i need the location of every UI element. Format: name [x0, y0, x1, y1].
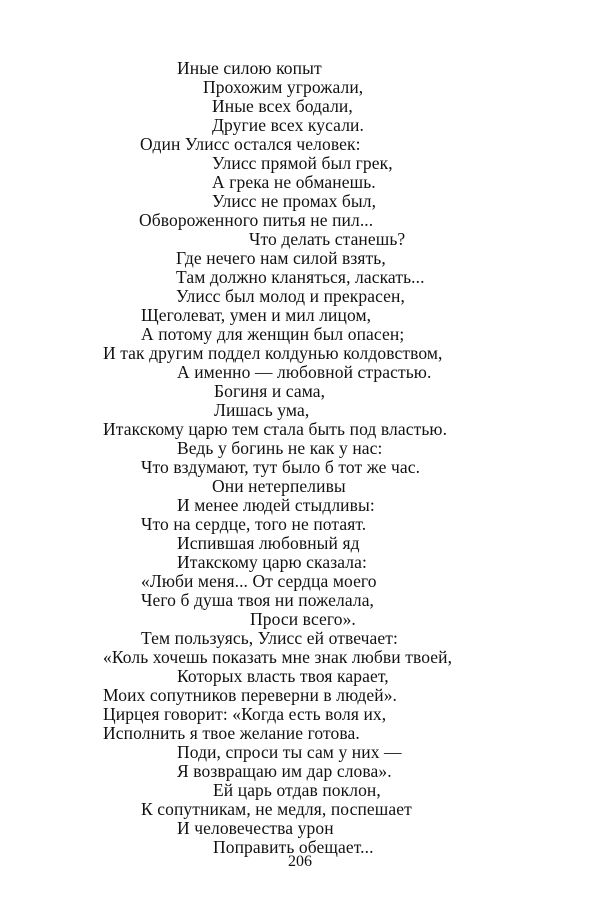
poem-line: И так другим поддел колдунью колдовством, — [103, 343, 443, 363]
poem-line: Тем пользуясь, Улисс ей отвечает: — [141, 628, 398, 648]
poem-line: Ведь у богинь не как у нас: — [177, 438, 383, 458]
poem-line: Исполнить я твое желание готова. — [103, 723, 360, 743]
poem-line: Что делать станешь? — [249, 229, 406, 249]
poem-line: Что вздумают, тут было б тот же час. — [141, 457, 421, 477]
poem-line: «Коль хочешь показать мне знак любви твоей, — [103, 647, 453, 667]
poem-line: Которых власть твоя карает, — [177, 666, 389, 686]
poem-line: Итакскому царю сказала: — [177, 552, 367, 572]
poem-line: Поди, спроси ты сам у них — — [177, 742, 402, 762]
poem-line: Чего б душа твоя ни пожелала, — [141, 590, 375, 610]
poem-line: Щеголеват, умен и мил лицом, — [141, 305, 372, 325]
poem-line: А потому для женщин был опасен; — [141, 324, 405, 344]
poem-line: Они нетерпеливы — [212, 476, 346, 496]
poem-line: Улисс был молод и прекрасен, — [176, 286, 405, 306]
poem-line: Улисс прямой был грек, — [212, 153, 393, 173]
poem-line: И менее людей стыдливы: — [177, 495, 375, 515]
poem-line: А грека не обманешь. — [212, 172, 376, 192]
poem-line: Лишась ума, — [214, 400, 310, 420]
poem-line: Что на сердце, того не потаят. — [141, 514, 367, 534]
poem-line: Иные силою копыт — [177, 58, 322, 78]
poem-line: Цирцея говорит: «Когда есть воля их, — [103, 704, 387, 724]
poem-line: Ей царь отдав поклон, — [213, 780, 381, 800]
poem-line: Я возвращаю им дар слова». — [177, 761, 392, 781]
poem-line: А именно — любовной страстью. — [177, 362, 432, 382]
poem-line: Моих сопутников переверни в людей». — [103, 685, 398, 705]
poem-line: И человечества урон — [177, 818, 334, 838]
poem-line: Испившая любовный яд — [177, 533, 360, 553]
poem-line: Где нечего нам силой взять, — [176, 248, 386, 268]
poem-line: Прохожим угрожали, — [203, 77, 364, 97]
poem-line: Один Улисс остался человек: — [140, 134, 361, 154]
poem-line: Другие всех кусали. — [212, 115, 364, 135]
poem-line: Обвороженного питья не пил... — [139, 210, 374, 230]
poem-line: Проси всего». — [250, 609, 356, 629]
poem-line: Там должно кланяться, ласкать... — [176, 267, 425, 287]
poem-line: Богиня и сама, — [214, 381, 326, 401]
poem-line: «Люби меня... От сердца моего — [141, 571, 377, 591]
poem-line: Поправить обещает... — [213, 837, 374, 857]
poem-line: Улисс не промах был, — [212, 191, 377, 211]
poem-line: Иные всех бодали, — [212, 96, 353, 116]
page-number: 206 — [288, 853, 312, 870]
poem-line: Итакскому царю тем стала быть под властью. — [103, 419, 448, 439]
poem-line: К сопутникам, не медля, поспешает — [141, 799, 412, 819]
